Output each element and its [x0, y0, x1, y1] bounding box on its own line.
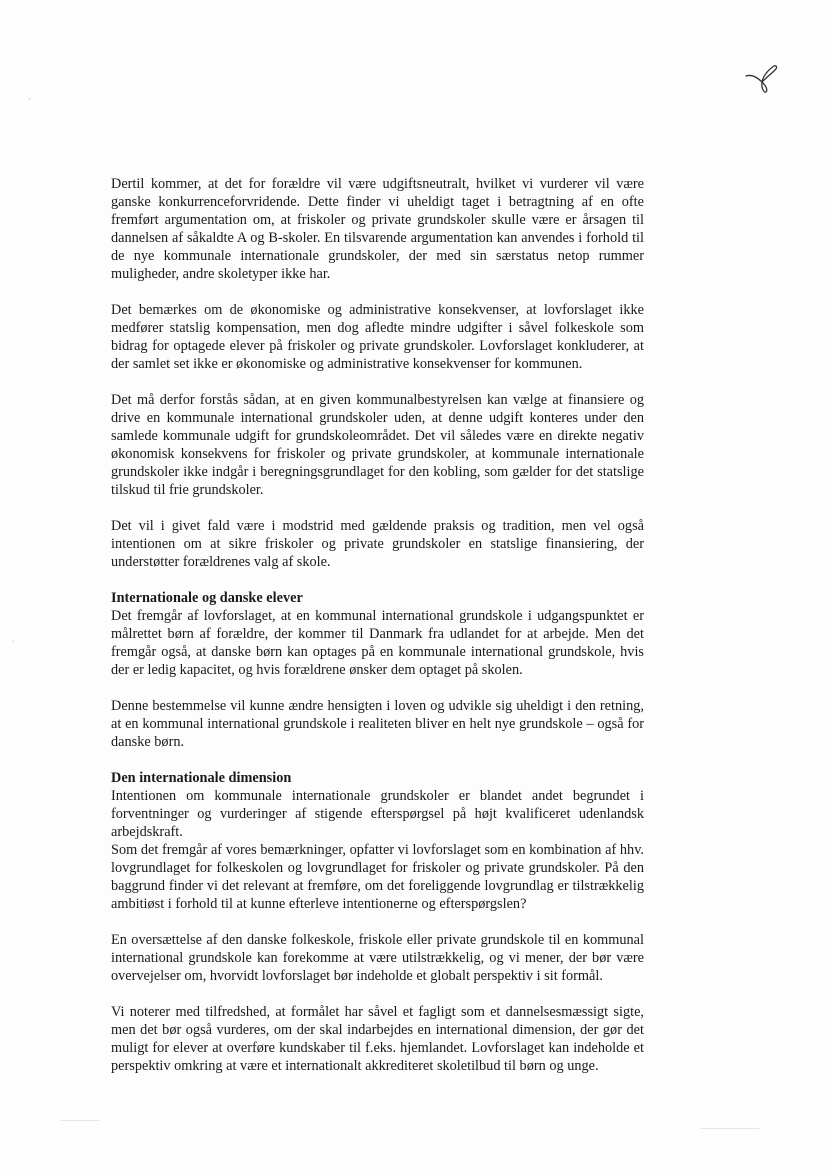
- paragraph-2: Det bemærkes om de økonomiske og administrative konsekvenser, at lovforslaget ikke medfører statslig kompensation, men dog afledte mindre udgifter i såvel folkeskole som bidrag for optagede elever på friskoler og private grundskoler. Lovforslaget konkluderer, at der samlet set ikke er økonomiske og administrative konsekvenser for kommunen.: [111, 302, 644, 372]
- scan-speck: [60, 1120, 100, 1121]
- paragraph-1: Dertil kommer, at det for forældre vil være udgiftsneutralt, hvilket vi vurderer vil være ganske konkurrenceforvridende. Dette finder vi uheldigt taget i betragtning af en ofte fremført argumentation om, at friskoler og private grundskoler skulle være er årsagen til dannelsen af såkaldte A og B-skoler. En tilsvarende argumentation kan anvendes i forhold til de nye kommunale internationale grundskoler, der med sin særstatus netop rummer muligheder, andre skoletyper ikke har.: [111, 176, 644, 282]
- document-body: [111, 175, 644, 1075]
- paragraph-3: Det må derfor forstås sådan, at en given kommunalbestyrelsen kan vælge at finansiere og drive en kommunale international grundskoler uden, at denne udgift konteres under den samlede kommunale udgift for grundskoleområdet. Det vil således være en direkte negativ økonomisk konsekvens for friskoler og private grundskoler, at kommunale internationale grundskoler ikke indgår i beregningsgrundlaget for den kobling, som gælder for det statslige tilskud til frie grundskoler.: [111, 392, 644, 498]
- scan-speck: [700, 1128, 760, 1129]
- section-heading-international-dimension: Den internationale dimension: [111, 770, 292, 786]
- handwritten-check-icon: [744, 64, 780, 94]
- paragraph-6: Denne bestemmelse vil kunne ændre hensigten i loven og udvikle sig uheldigt i den retning, at en kommunal international grundskole i realiteten bliver en helt nye grundskole – også for danske børn.: [111, 698, 644, 750]
- paragraph-7: Intentionen om kommunale internationale grundskoler er blandet andet begrundet i forventninger og vurderinger af stigende efterspørgsel på højt kvalificeret udenlandsk arbejdskraft.: [111, 788, 644, 840]
- paragraph-9: En oversættelse af den danske folkeskole, friskole eller private grundskole til en kommunal international grundskole kan forekomme at være utilstrækkelig, og vi mener, der bør være overvejelser om, hvorvidt lovforslaget bør indeholde et globalt perspektiv i sit formål.: [111, 932, 644, 984]
- scan-speck: [28, 98, 31, 100]
- paragraph-4: Det vil i givet fald være i modstrid med gældende praksis og tradition, men vel også intentionen om at sikre friskoler og private grundskoler en statslige finansiering, der understøtter forældrenes valg af skole.: [111, 518, 644, 570]
- paragraph-5: Det fremgår af lovforslaget, at en kommunal international grundskole i udgangspunktet er målrettet børn af forældre, der kommer til Danmark fra udlandet for at arbejde. Men det fremgår også, at danske børn kan optages på en kommunale international grundskole, hvis der er ledig kapacitet, og hvis forældrene ønsker dem optaget på skolen.: [111, 608, 644, 678]
- paragraph-10: Vi noterer med tilfredshed, at formålet har såvel et fagligt som et dannelsesmæssigt sigte, men det bør også vurderes, om der skal indarbejdes en international dimension, der gør det muligt for elever at overføre kundskaber til f.eks. hjemlandet. Lovforslaget kan indeholde et perspektiv omkring at være et internationalt akkrediteret skoletilbud til børn og unge.: [111, 1004, 644, 1074]
- paragraph-8: Som det fremgår af vores bemærkninger, opfatter vi lovforslaget som en kombination af hhv. lovgrundlaget for folkeskolen og lovgrundlaget for friskoler og private grundskoler. På den baggrund finder vi det relevant at fremføre, om det foreliggende lovgrundlag er tilstrækkelig ambitiøst i forhold til at kunne efterleve intentionerne og efterspørgslen?: [111, 842, 644, 912]
- section-heading-international-danish-pupils: Internationale og danske elever: [111, 590, 303, 606]
- scan-speck: [12, 640, 14, 643]
